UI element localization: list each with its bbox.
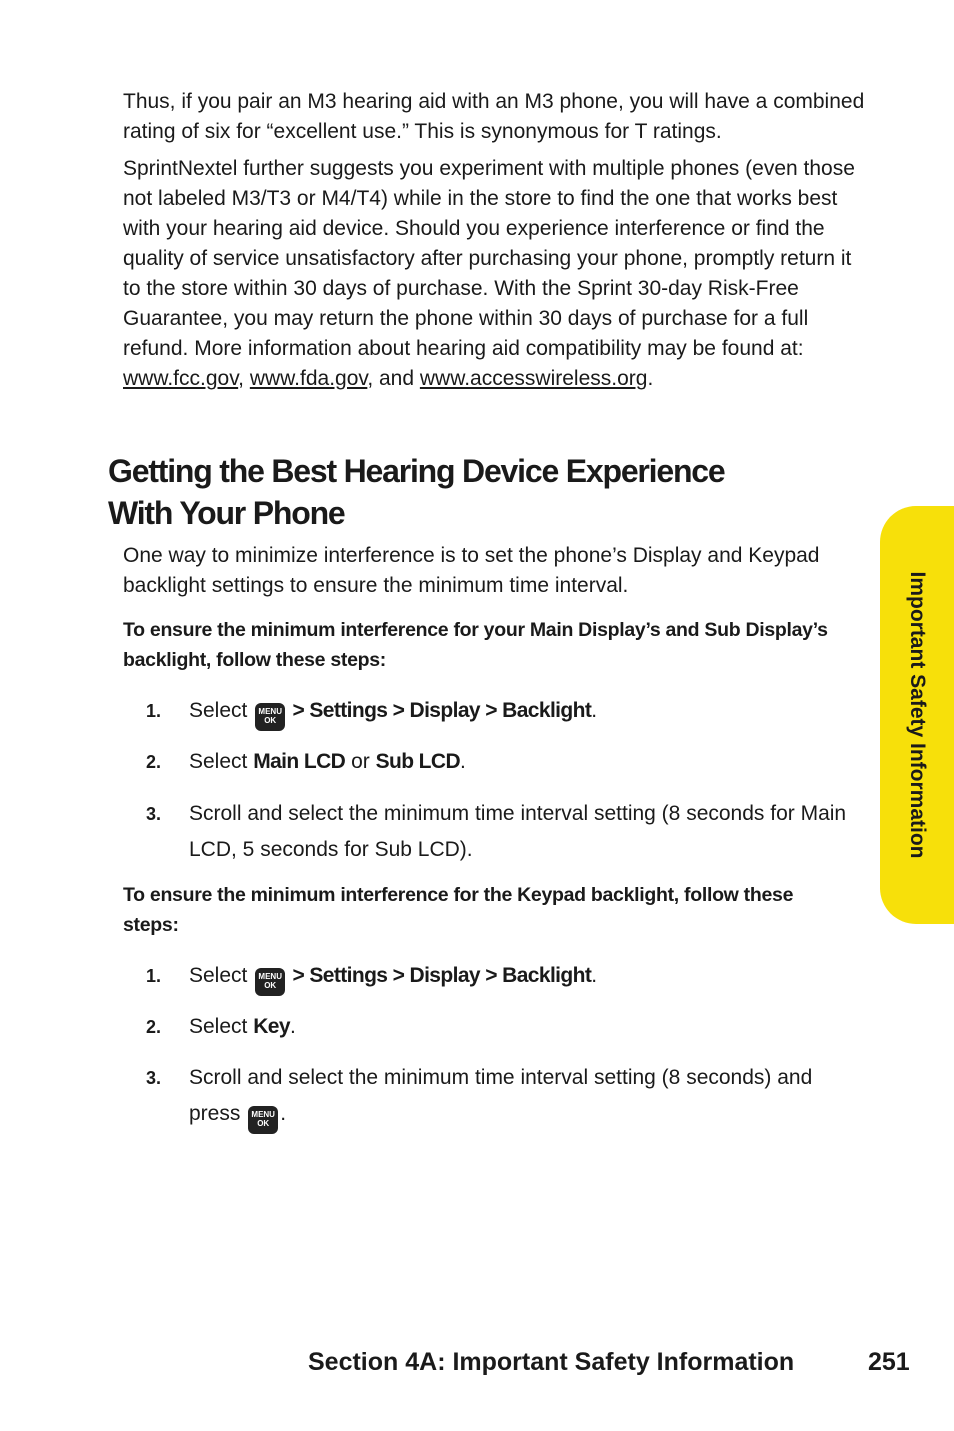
accesswireless-link[interactable]: www.accesswireless.org	[419, 367, 648, 390]
intro-paragraph-2	[123, 154, 865, 394]
heading-line-2: With Your Phone	[108, 495, 345, 531]
step-text: or	[345, 750, 376, 773]
step-text: Select	[189, 964, 254, 987]
step-number: 1.	[146, 966, 162, 986]
menu-key-top: MENU	[258, 972, 282, 981]
period: .	[591, 964, 598, 987]
intro-paragraph-2-text: SprintNextel further suggests you experiment with multiple phones (even those not labeled M3/T3 or M4/T4) while in the store to find the one that works best with your hearing aid device. Should you experience interference or find the quality of service unsatisfactory after purchasing your phone, promptly return it to the store within 30 days of purchase. With the Sprint 30-day Risk-Free Guarantee, you may return the phone within 30 days of purchase for a full refund. More information about hearing aid compatibility may be found at:	[123, 157, 855, 360]
step-text: Scroll and select the minimum time interval setting (8 seconds for Main LCD, 5 seconds for Sub LCD).	[189, 802, 847, 861]
menu-path: > Settings > Display > Backlight	[287, 699, 592, 722]
period: .	[289, 1015, 296, 1038]
menu-key-bottom: OK	[264, 981, 277, 990]
period: .	[460, 750, 466, 773]
menu-path: > Settings > Display > Backlight	[287, 964, 592, 987]
step-text: Select	[189, 1015, 254, 1038]
menu-key-top: MENU	[251, 1110, 275, 1119]
step-number: 2.	[146, 752, 162, 772]
step-number: 1.	[146, 701, 162, 721]
menu-ok-key-icon	[255, 703, 285, 731]
link-separator: ,	[238, 367, 250, 390]
step-number: 3.	[146, 804, 162, 824]
menu-ok-key-icon	[255, 968, 285, 996]
step-text: Select	[189, 699, 254, 722]
key-option: Key	[253, 1015, 290, 1038]
side-tab-label: Important Safety Information	[906, 571, 929, 859]
heading-line-1: Getting the Best Hearing Device Experience	[108, 453, 725, 489]
period: .	[280, 1102, 287, 1125]
step-number: 3.	[146, 1068, 162, 1088]
link-separator: , and	[367, 367, 420, 390]
step-number: 2.	[146, 1017, 162, 1037]
keypad-instructions-title: To ensure the minimum interference for the Keypad backlight, follow these steps:	[123, 884, 794, 936]
fda-link[interactable]: www.fda.gov	[249, 367, 368, 390]
fcc-link[interactable]: www.fcc.gov	[123, 367, 239, 390]
step-text: Scroll and select the minimum time interval setting (8 seconds) and press	[189, 1066, 813, 1125]
main-lcd-option: Main LCD	[253, 750, 346, 773]
step-text: Select	[189, 750, 254, 773]
footer-section-title: Section 4A: Important Safety Information	[308, 1348, 795, 1376]
section-heading	[108, 450, 828, 534]
period: .	[647, 367, 654, 390]
period: .	[591, 699, 598, 722]
page-number: 251	[868, 1348, 910, 1376]
menu-key-top: MENU	[258, 707, 282, 716]
sub-lcd-option: Sub LCD	[375, 750, 461, 773]
menu-key-bottom: OK	[264, 716, 277, 725]
menu-key-bottom: OK	[257, 1119, 270, 1128]
main-display-instructions-title: To ensure the minimum interference for your Main Display’s and Sub Display’s backlight, follow these steps:	[123, 619, 828, 671]
intro-paragraph-1: Thus, if you pair an M3 hearing aid with an M3 phone, you will have a combined rating of six for “excellent use.” This is synonymous for T ratings.	[123, 90, 865, 143]
menu-ok-key-icon	[248, 1106, 278, 1134]
section-intro: One way to minimize interference is to set the phone’s Display and Keypad backlight settings to ensure the minimum time interval.	[123, 544, 820, 597]
